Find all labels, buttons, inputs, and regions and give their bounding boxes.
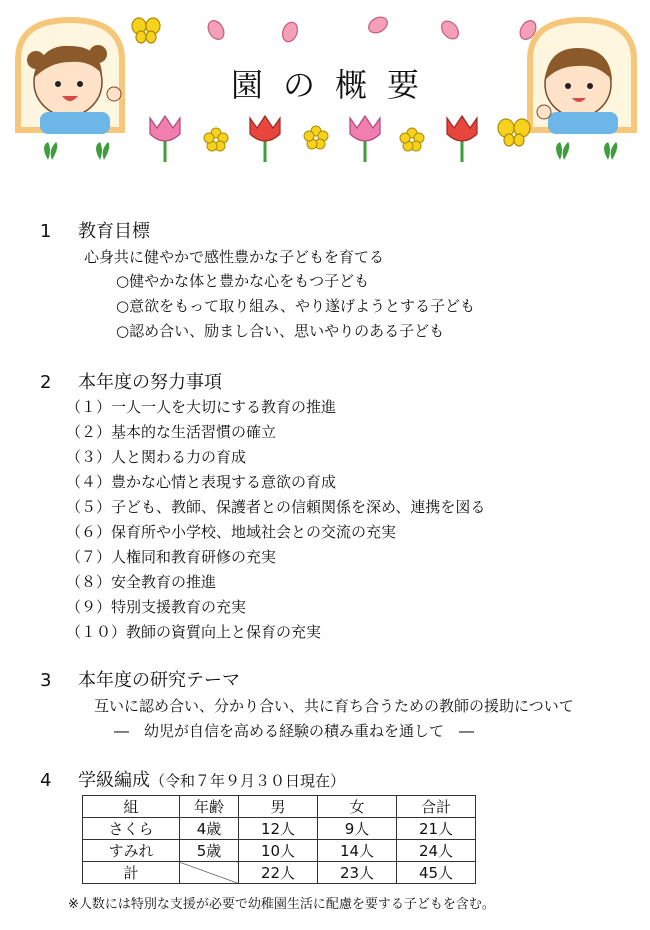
table-cell: 10人	[239, 840, 318, 862]
table-header-cell: 男	[239, 796, 318, 818]
table-note: ※人数には特別な支援が必要で幼稚園生活に配慮を要する子どもを含む。	[68, 897, 495, 912]
table-cell: 45人	[397, 862, 476, 884]
tulip-icon	[350, 116, 380, 141]
table-cell: 計	[83, 862, 180, 884]
table-header-cell: 合計	[397, 796, 476, 818]
class-table	[82, 795, 476, 884]
goal-item: ○意欲をもって取り組み、やり遂げようとする子ども	[116, 297, 475, 315]
effort-item: （２）基本的な生活習慣の確立	[66, 423, 277, 441]
table-header-cell: 組	[83, 796, 180, 818]
goal-item: ○認め合い、励まし合い、思いやりのある子ども	[116, 322, 445, 340]
butterfly-icon	[498, 119, 530, 146]
table-row	[83, 840, 476, 862]
research-theme: 互いに認め合い、分かり合い、共に育ち合うための教師の援助について	[94, 697, 574, 715]
table-cell: すみれ	[83, 840, 180, 862]
effort-item: （４）豊かな心情と表現する意欲の育成	[66, 473, 337, 491]
effort-item: （７）人権同和教育研修の充実	[66, 548, 277, 566]
section-4-heading	[40, 766, 345, 792]
table-row	[83, 818, 476, 840]
table-cell: 23人	[318, 862, 397, 884]
effort-item: （１）一人一人を大切にする教育の推進	[66, 398, 337, 416]
table-cell: 12人	[239, 818, 318, 840]
table-header-cell: 女	[318, 796, 397, 818]
section-2-number: 2	[40, 372, 52, 393]
section-2-title: 本年度の努力事項	[78, 372, 222, 393]
research-subtheme: ― 幼児が自信を高める経験の積み重ねを通して ―	[114, 722, 475, 740]
section-1-title: 教育目標	[78, 221, 150, 242]
effort-item: （１０）教師の資質向上と保育の充実	[66, 623, 322, 641]
petal-icons	[205, 14, 539, 44]
table-total-row	[83, 862, 476, 884]
table-cell: 22人	[239, 862, 318, 884]
table-header-row	[83, 796, 476, 818]
table-header-cell: 年齢	[180, 796, 239, 818]
section-4-number: 4	[40, 770, 52, 791]
effort-item: （９）特別支援教育の充実	[66, 598, 247, 616]
table-cell: 4歳	[180, 818, 239, 840]
table-cell: 21人	[397, 818, 476, 840]
page-title: 園の概要	[230, 66, 439, 104]
section-3-title: 本年度の研究テーマ	[78, 670, 240, 691]
effort-item: （５）子ども、教師、保護者との信頼関係を深め、連携を図る	[66, 498, 486, 516]
section-4-title: 学級編成	[78, 770, 150, 791]
section-1-number: 1	[40, 221, 52, 242]
section-3-heading	[40, 666, 240, 692]
effort-item: （８）安全教育の推進	[66, 573, 217, 591]
section-1-heading	[40, 217, 150, 243]
butterfly-icon	[132, 18, 160, 43]
table-cell: 5歳	[180, 840, 239, 862]
table-cell: 9人	[318, 818, 397, 840]
tulip-icon	[447, 116, 477, 141]
table-cell: さくら	[83, 818, 180, 840]
goal-item: ○健やかな体と豊かな心をもつ子ども	[116, 272, 370, 290]
section-2-heading	[40, 368, 222, 394]
section-3-number: 3	[40, 670, 52, 691]
effort-item: （６）保育所や小学校、地域社会との交流の充実	[66, 523, 397, 541]
table-cell: 14人	[318, 840, 397, 862]
table-cell-empty-diagonal	[180, 862, 239, 884]
table-cell: 24人	[397, 840, 476, 862]
section-4-date: （令和７年９月３０日現在）	[150, 772, 346, 790]
tulip-icon	[250, 116, 280, 141]
effort-item: （３）人と関わる力の育成	[66, 448, 247, 466]
tulip-icon	[150, 116, 180, 141]
education-goal: 心身共に健やかで感性豊かな子どもを育てる	[84, 248, 385, 266]
